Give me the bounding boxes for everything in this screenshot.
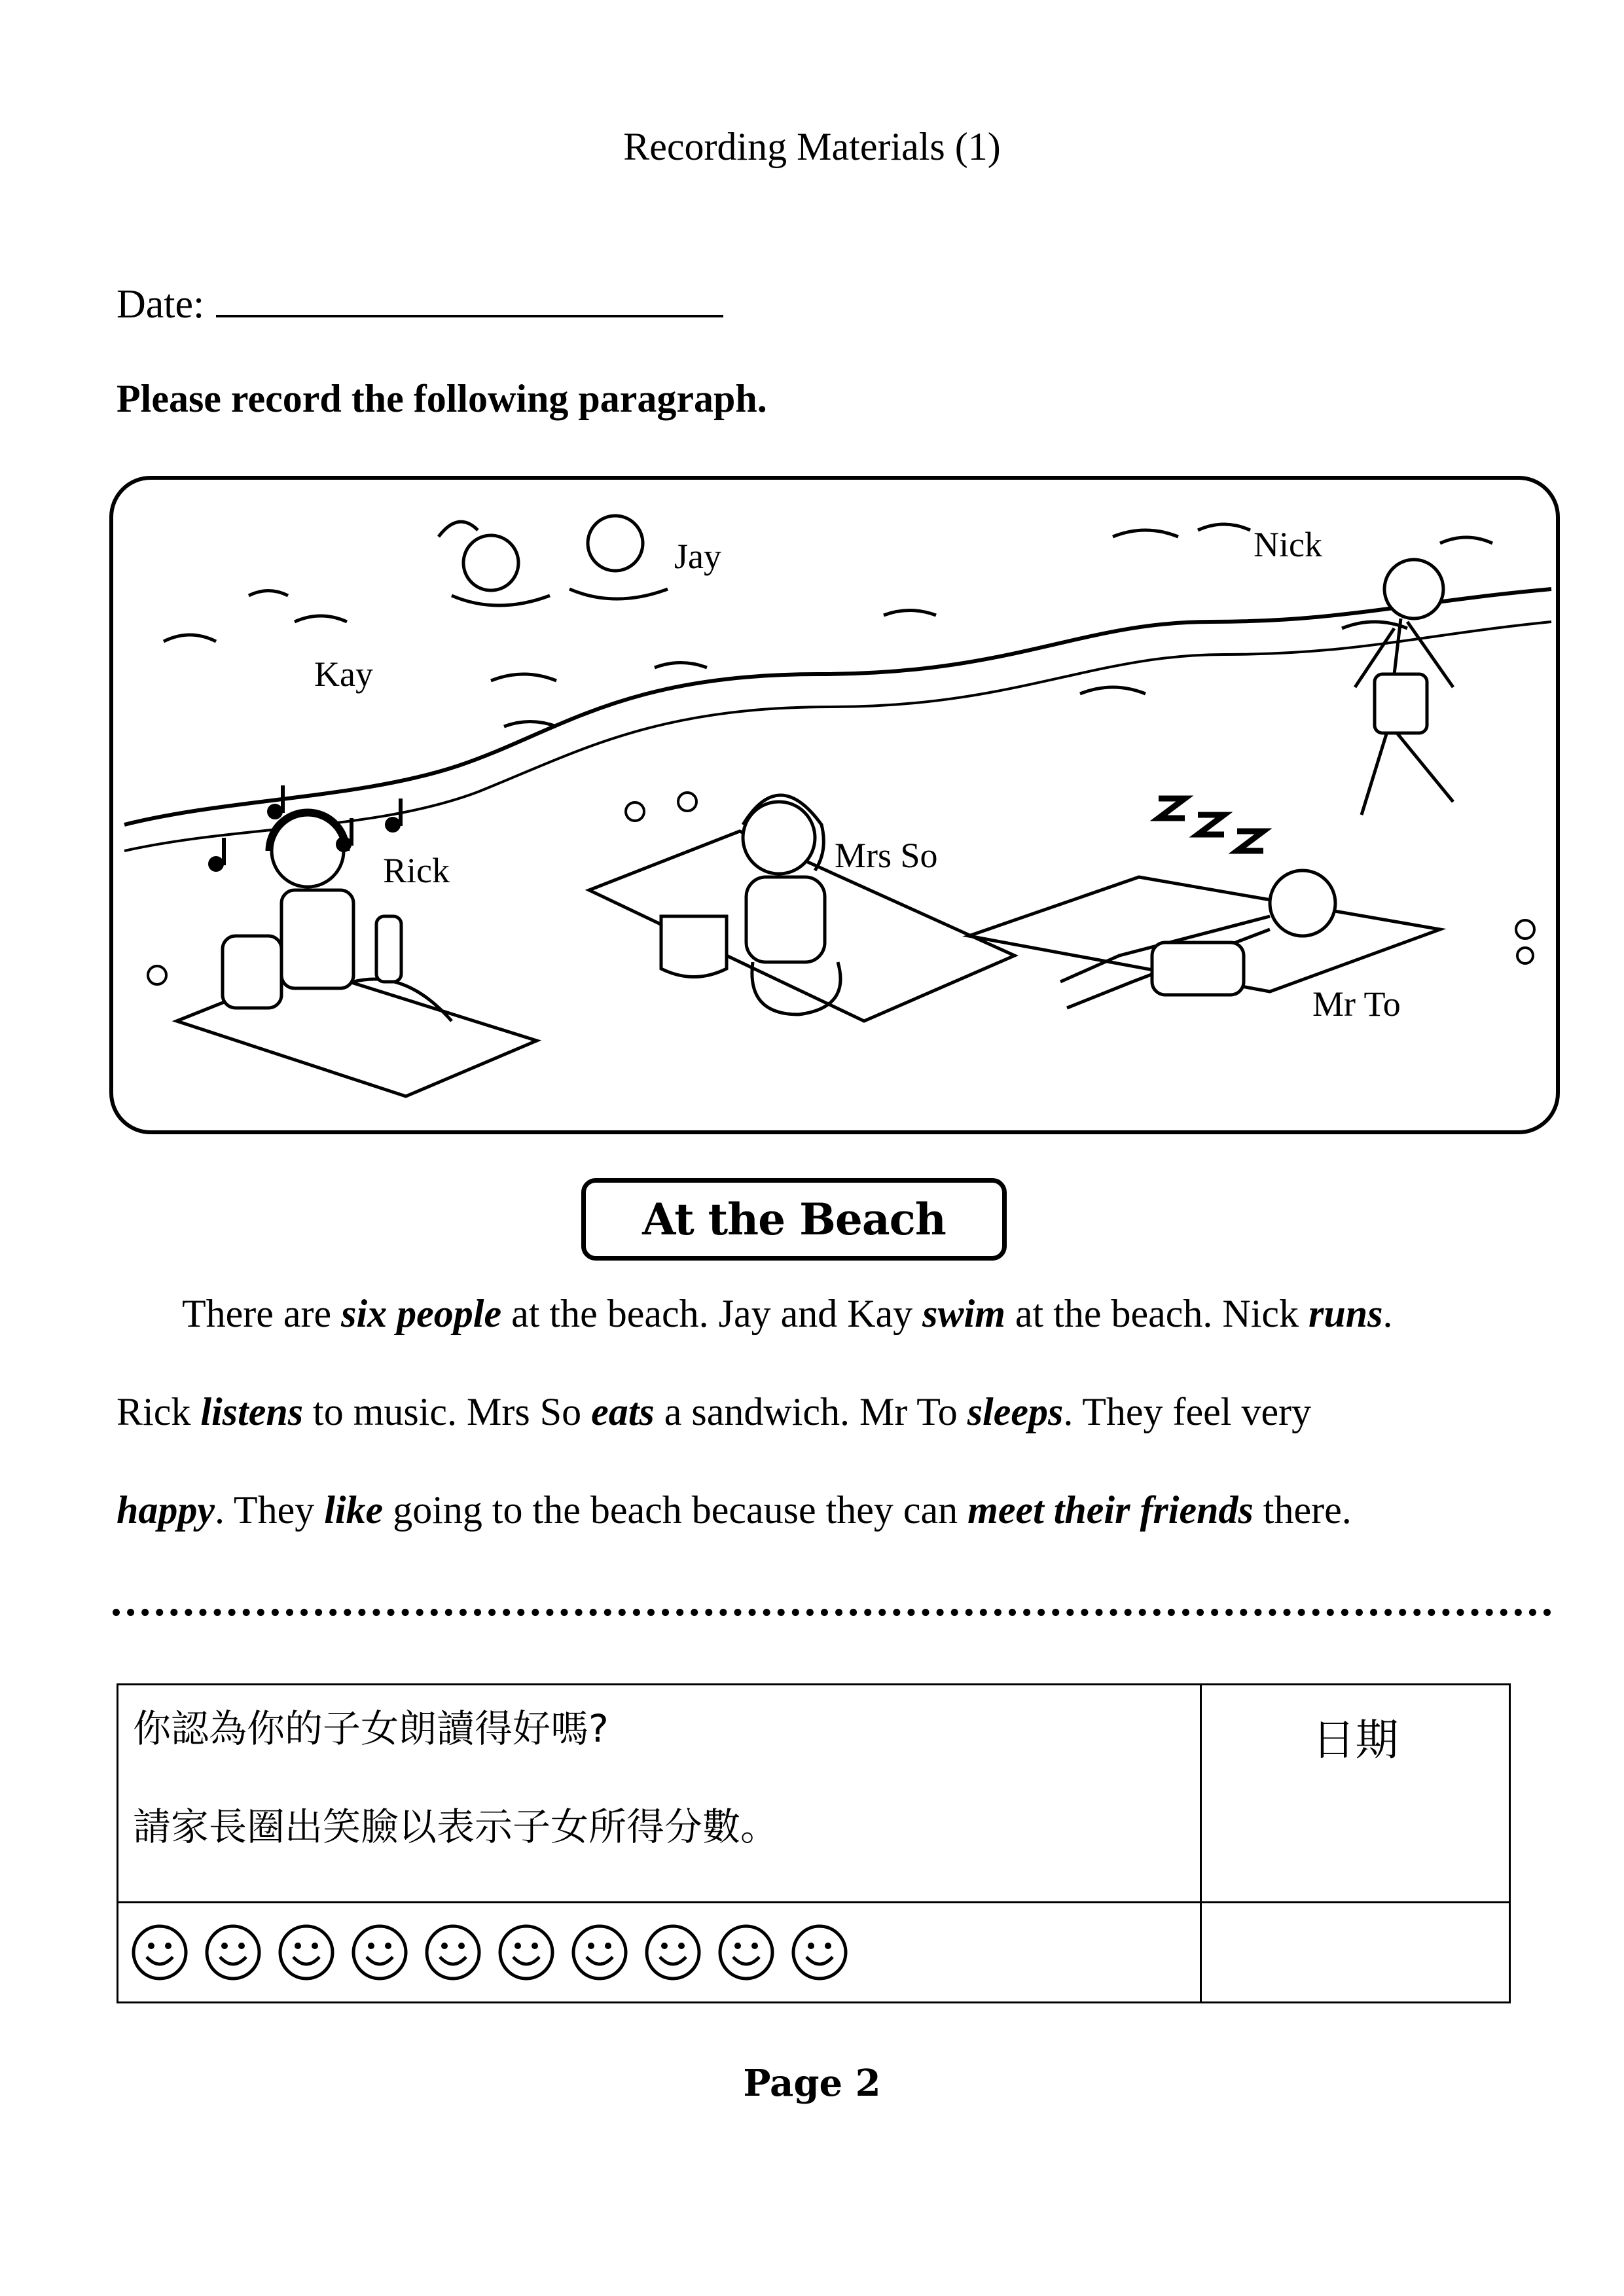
parent-question-line-2: 請家長圈出笑臉以表示子女所得分數。	[133, 1804, 779, 1849]
story-heading: At the Beach	[642, 1194, 946, 1245]
beach-towels	[177, 831, 1440, 1096]
story-line-1: There are six people at the beach. Jay and Kay swim at the beach. Nick runs.	[182, 1292, 1393, 1335]
label-mr-to: Mr To	[1312, 984, 1401, 1024]
swimmer-jay	[569, 516, 668, 599]
runner-nick	[1355, 560, 1453, 815]
smiley-face-icon[interactable]	[570, 1923, 629, 1982]
dotted-divider	[113, 1609, 1551, 1616]
label-rick: Rick	[383, 851, 450, 890]
story-heading-box	[581, 1178, 1007, 1261]
swimmer-kay	[439, 522, 550, 605]
story-paragraph	[117, 1265, 1537, 1559]
label-jay: Jay	[674, 537, 721, 576]
label-kay: Kay	[314, 655, 373, 694]
date-entry-cell[interactable]	[1201, 1903, 1510, 2003]
smiley-face-icon[interactable]	[424, 1923, 482, 1982]
date-header-cell: 日期	[1201, 1685, 1510, 1903]
page-title: Recording Materials (1)	[623, 125, 1001, 168]
date-field	[117, 278, 723, 328]
smiley-face-icon[interactable]	[350, 1923, 409, 1982]
parent-question-cell	[118, 1685, 1201, 1903]
parent-score-table	[117, 1683, 1511, 2003]
smiley-face-icon[interactable]	[204, 1923, 262, 1982]
sleep-zzz	[1159, 798, 1263, 851]
date-blank-line[interactable]	[216, 278, 723, 317]
beach-illustration	[98, 458, 1571, 1152]
date-label: Date:	[117, 282, 205, 327]
story-line-2: Rick listens to music. Mrs So eats a sandwich. Mr To sleeps. They feel very	[117, 1390, 1312, 1433]
parent-question-line-1: 你認為你的子女朗讀得好嗎?	[133, 1706, 609, 1751]
instruction-text: Please record the following paragraph.	[117, 377, 767, 420]
smiley-face-icon[interactable]	[790, 1923, 849, 1982]
smiley-face-icon[interactable]	[717, 1923, 776, 1982]
page-number: Page 2	[743, 2062, 881, 2105]
smiley-face-icon[interactable]	[277, 1923, 336, 1982]
smiley-row	[118, 1903, 1201, 2003]
label-nick: Nick	[1254, 525, 1322, 564]
smiley-face-icon[interactable]	[130, 1923, 189, 1982]
smiley-face-icon[interactable]	[497, 1923, 556, 1982]
label-mrs-so: Mrs So	[835, 836, 938, 875]
smiley-face-icon[interactable]	[643, 1923, 702, 1982]
story-line-3: happy. They like going to the beach because they can meet their friends there.	[117, 1488, 1352, 1532]
